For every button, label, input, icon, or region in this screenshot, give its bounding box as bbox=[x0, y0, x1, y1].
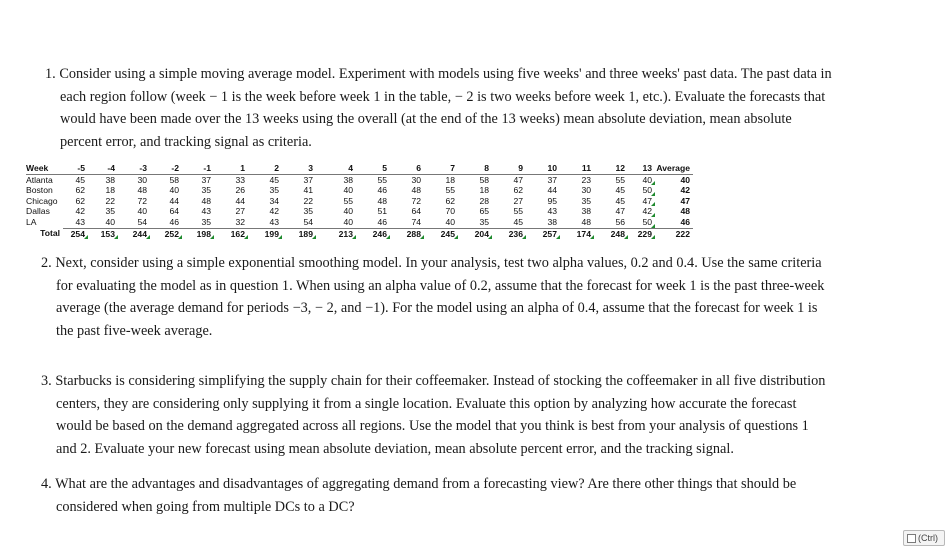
question-4 bbox=[41, 473, 901, 518]
total-average-cell: 222 bbox=[655, 228, 693, 239]
week-column-header: 13 bbox=[628, 163, 655, 174]
average-cell: 46 bbox=[680, 216, 690, 227]
clipboard-icon bbox=[907, 534, 916, 543]
demand-cell: 44 bbox=[547, 185, 557, 196]
question-text-line: considered when going from multiple DCs to a DC? bbox=[56, 498, 355, 515]
demand-cell: 38 bbox=[547, 216, 557, 227]
total-row bbox=[26, 228, 693, 239]
demand-cell: 72 bbox=[411, 195, 421, 206]
question-text-line: would be based on the demand aggregated across all regions. Use the model that you think is best from your analysis of questions 1 bbox=[56, 418, 809, 434]
demand-cell: 47 bbox=[513, 174, 523, 185]
demand-cell: 46 bbox=[377, 185, 387, 196]
demand-cell: 35 bbox=[201, 185, 211, 196]
demand-cell: 62 bbox=[75, 195, 85, 206]
question-1 bbox=[45, 63, 905, 153]
paste-options-button[interactable] bbox=[903, 530, 945, 546]
demand-cell: 27 bbox=[235, 206, 245, 217]
question-text-line: centers, they are considering only supplying it from a single location. Evaluate this option by analyzing how accurate the forecast bbox=[56, 395, 797, 412]
week-column-header: 7 bbox=[424, 163, 458, 174]
demand-cell: 23 bbox=[581, 174, 591, 185]
question-3 bbox=[41, 370, 901, 460]
demand-cell: 35 bbox=[581, 195, 591, 206]
region-label: Chicago bbox=[26, 195, 58, 206]
demand-cell: 42 bbox=[628, 206, 655, 217]
average-header: Average bbox=[655, 163, 693, 174]
question-text-line: What are the advantages and disadvantages of aggregating demand from a forecasting view? Are there other things that should be bbox=[55, 476, 797, 492]
table-row bbox=[26, 206, 693, 217]
total-cell: 204 bbox=[458, 228, 492, 239]
demand-cell: 45 bbox=[75, 174, 85, 185]
week-column-header: 8 bbox=[458, 163, 492, 174]
demand-cell: 43 bbox=[269, 216, 279, 227]
week-column-header: 5 bbox=[356, 163, 390, 174]
demand-cell: 42 bbox=[269, 206, 279, 217]
demand-cell: 40 bbox=[343, 216, 353, 227]
week-column-header: 3 bbox=[282, 163, 316, 174]
week-column-header: -5 bbox=[63, 163, 88, 174]
demand-cell: 45 bbox=[615, 185, 625, 196]
total-cell: 198 bbox=[182, 228, 214, 239]
total-cell: 245 bbox=[424, 228, 458, 239]
demand-cell: 58 bbox=[169, 174, 179, 185]
total-cell: 252 bbox=[150, 228, 182, 239]
demand-cell: 55 bbox=[615, 174, 625, 185]
demand-cell: 48 bbox=[411, 185, 421, 196]
region-label: Dallas bbox=[26, 206, 50, 217]
demand-cell: 56 bbox=[615, 216, 625, 227]
question-number: 2. bbox=[41, 255, 52, 271]
demand-cell: 45 bbox=[513, 216, 523, 227]
demand-cell: 95 bbox=[547, 195, 557, 206]
question-number: 1. bbox=[45, 66, 56, 82]
total-cell: 189 bbox=[282, 228, 316, 239]
demand-cell: 40 bbox=[105, 216, 115, 227]
question-text-line: Next, consider using a simple exponential smoothing model. In your analysis, test two alpha values, 0.2 and 0.4. Use the same criteria bbox=[55, 255, 822, 271]
question-number: 3. bbox=[41, 373, 52, 389]
average-cell: 42 bbox=[680, 185, 690, 196]
question-2 bbox=[41, 252, 901, 342]
week-header: Week bbox=[26, 163, 63, 174]
question-text-line: each region follow (week − 1 is the week before week 1 in the table, − 2 is two weeks before week 1, etc.). Evaluate the forecasts that bbox=[60, 88, 826, 105]
region-label: Atlanta bbox=[26, 174, 53, 185]
demand-cell: 46 bbox=[377, 216, 387, 227]
demand-cell: 30 bbox=[411, 174, 421, 185]
week-column-header: 9 bbox=[492, 163, 526, 174]
demand-cell: 41 bbox=[303, 185, 313, 196]
demand-cell: 18 bbox=[479, 185, 489, 196]
demand-cell: 46 bbox=[169, 216, 179, 227]
demand-cell: 64 bbox=[169, 206, 179, 217]
paste-options-label: (Ctrl) bbox=[918, 533, 938, 543]
question-text-line: would have been made over the 13 weeks using the overall (at the end of the 13 weeks) mean absolute deviation, mean absolute bbox=[60, 111, 792, 127]
demand-cell: 43 bbox=[547, 206, 557, 217]
demand-cell: 62 bbox=[75, 185, 85, 196]
demand-cell: 48 bbox=[137, 185, 147, 196]
demand-cell: 62 bbox=[445, 195, 455, 206]
demand-cell: 70 bbox=[445, 206, 455, 217]
week-column-header: -2 bbox=[150, 163, 182, 174]
demand-cell: 38 bbox=[105, 174, 115, 185]
demand-cell: 55 bbox=[513, 206, 523, 217]
demand-cell: 40 bbox=[343, 206, 353, 217]
demand-cell: 62 bbox=[513, 185, 523, 196]
demand-cell: 54 bbox=[137, 216, 147, 227]
week-column-header: -3 bbox=[118, 163, 150, 174]
demand-cell: 22 bbox=[303, 195, 313, 206]
demand-cell: 54 bbox=[303, 216, 313, 227]
demand-cell: 44 bbox=[235, 195, 245, 206]
demand-cell: 47 bbox=[628, 196, 655, 207]
demand-cell: 38 bbox=[343, 174, 353, 185]
demand-cell: 55 bbox=[377, 174, 387, 185]
demand-cell: 64 bbox=[411, 206, 421, 217]
demand-cell: 50 bbox=[628, 217, 655, 228]
demand-cell: 55 bbox=[445, 185, 455, 196]
demand-cell: 26 bbox=[235, 185, 245, 196]
demand-cell: 30 bbox=[137, 174, 147, 185]
demand-cell: 45 bbox=[269, 174, 279, 185]
demand-cell: 40 bbox=[343, 185, 353, 196]
question-text-line: Consider using a simple moving average model. Experiment with models using five weeks' and three weeks' past data. The past data in bbox=[59, 66, 832, 82]
demand-cell: 44 bbox=[169, 195, 179, 206]
demand-cell: 18 bbox=[445, 174, 455, 185]
week-column-header: -1 bbox=[182, 163, 214, 174]
total-cell: 288 bbox=[390, 228, 424, 239]
table-row bbox=[26, 185, 693, 196]
total-cell: 199 bbox=[248, 228, 282, 239]
demand-cell: 37 bbox=[201, 174, 211, 185]
demand-cell: 35 bbox=[479, 216, 489, 227]
demand-cell: 47 bbox=[615, 206, 625, 217]
demand-cell: 51 bbox=[377, 206, 387, 217]
demand-cell: 18 bbox=[105, 185, 115, 196]
week-column-header: 12 bbox=[594, 163, 628, 174]
total-cell: 248 bbox=[594, 228, 628, 239]
demand-cell: 40 bbox=[445, 216, 455, 227]
demand-cell: 33 bbox=[235, 174, 245, 185]
demand-cell: 35 bbox=[105, 206, 115, 217]
demand-cell: 37 bbox=[303, 174, 313, 185]
demand-cell: 43 bbox=[75, 216, 85, 227]
table-header-row bbox=[26, 163, 693, 174]
table-row bbox=[26, 196, 693, 207]
demand-cell: 55 bbox=[343, 195, 353, 206]
demand-cell: 48 bbox=[201, 195, 211, 206]
table-row bbox=[26, 174, 693, 185]
total-cell: 246 bbox=[356, 228, 390, 239]
week-column-header: 10 bbox=[526, 163, 560, 174]
question-text-line: for evaluating the model as in question 1. When using an alpha value of 0.2, assume that the forecast for week 1 is the past three-week bbox=[56, 277, 825, 294]
table-row bbox=[26, 217, 693, 228]
total-cell: 236 bbox=[492, 228, 526, 239]
demand-cell: 28 bbox=[479, 195, 489, 206]
total-cell: 257 bbox=[526, 228, 560, 239]
demand-cell: 74 bbox=[411, 216, 421, 227]
region-label: Boston bbox=[26, 185, 53, 196]
week-column-header: 4 bbox=[316, 163, 356, 174]
average-cell: 48 bbox=[680, 206, 690, 217]
demand-cell: 50 bbox=[628, 185, 655, 196]
question-text-line: and 2. Evaluate your new forecast using mean absolute deviation, mean absolute percent error, and the tracking signal. bbox=[56, 440, 734, 457]
demand-cell: 27 bbox=[513, 195, 523, 206]
total-cell: 174 bbox=[560, 228, 594, 239]
total-cell: 162 bbox=[214, 228, 248, 239]
week-column-header: -4 bbox=[88, 163, 118, 174]
demand-cell: 40 bbox=[628, 174, 655, 185]
question-text-line: percent error, and tracking signal as criteria. bbox=[60, 133, 312, 150]
total-cell: 213 bbox=[316, 228, 356, 239]
demand-table bbox=[26, 163, 693, 239]
total-cell: 254 bbox=[63, 228, 88, 239]
total-cell: 229 bbox=[628, 228, 655, 239]
demand-cell: 35 bbox=[201, 216, 211, 227]
week-column-header: 6 bbox=[390, 163, 424, 174]
question-text-line: the past five-week average. bbox=[56, 322, 213, 339]
demand-cell: 34 bbox=[269, 195, 279, 206]
demand-cell: 35 bbox=[303, 206, 313, 217]
demand-cell: 30 bbox=[581, 185, 591, 196]
demand-cell: 48 bbox=[581, 216, 591, 227]
average-cell: 47 bbox=[680, 195, 690, 206]
week-column-header: 11 bbox=[560, 163, 594, 174]
question-text-line: average (the average demand for periods −3, − 2, and −1). For the model using an alpha of 0.4, assume that the forecast for week 1 is bbox=[56, 300, 818, 316]
total-label: Total bbox=[40, 228, 60, 239]
demand-cell: 40 bbox=[137, 206, 147, 217]
demand-cell: 58 bbox=[479, 174, 489, 185]
demand-cell: 32 bbox=[235, 216, 245, 227]
demand-cell: 45 bbox=[615, 195, 625, 206]
question-text-line: Starbucks is considering simplifying the supply chain for their coffeemaker. Instead of stocking the coffeemaker in all five distribution bbox=[55, 373, 826, 389]
week-column-header: 2 bbox=[248, 163, 282, 174]
demand-cell: 22 bbox=[105, 195, 115, 206]
demand-cell: 65 bbox=[479, 206, 489, 217]
week-column-header: 1 bbox=[214, 163, 248, 174]
demand-cell: 42 bbox=[75, 206, 85, 217]
total-cell: 244 bbox=[118, 228, 150, 239]
average-cell: 40 bbox=[680, 174, 690, 185]
demand-cell: 37 bbox=[547, 174, 557, 185]
total-cell: 153 bbox=[88, 228, 118, 239]
demand-cell: 43 bbox=[201, 206, 211, 217]
demand-cell: 72 bbox=[137, 195, 147, 206]
demand-cell: 40 bbox=[169, 185, 179, 196]
demand-cell: 48 bbox=[377, 195, 387, 206]
question-number: 4. bbox=[41, 476, 52, 492]
demand-cell: 35 bbox=[269, 185, 279, 196]
demand-cell: 38 bbox=[581, 206, 591, 217]
region-label: LA bbox=[26, 217, 37, 228]
